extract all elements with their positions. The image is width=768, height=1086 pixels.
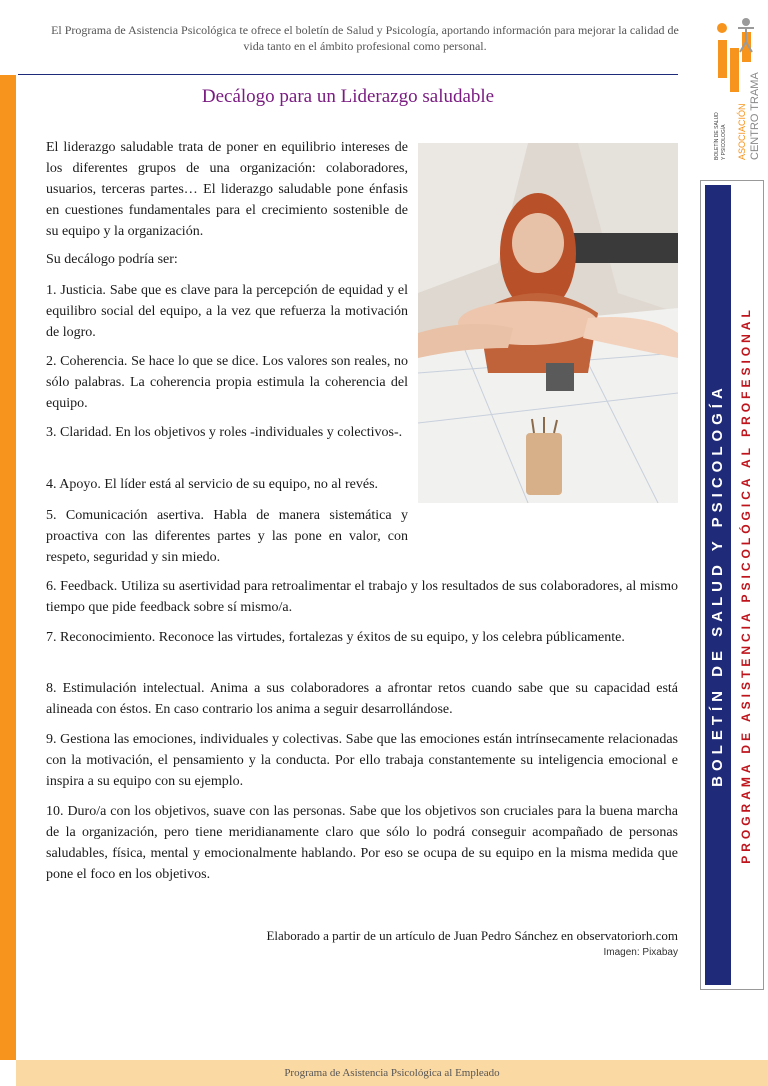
article-source-credit: Elaborado a partir de un artículo de Juan Pedro Sánchez en observatoriorh.com — [266, 928, 678, 943]
list-item: 5. Comunicación asertiva. Habla de manera sistemática y proactiva con las diferentes partes y las pone en valor, con respeto, seguridad y sin miedo. — [46, 508, 408, 565]
team-hands-photo — [418, 143, 678, 503]
left-accent-bar — [0, 75, 16, 1060]
header-intro: El Programa de Asistencia Psicológica te ofrece el boletín de Salud y Psicología, aportando información para mejorar la calidad de vida tanto en el ámbito profesional como personal. — [51, 23, 679, 53]
page-footer: Programa de Asistencia Psicológica al Empleado — [16, 1060, 768, 1086]
list-item: 1. Justicia. Sabe que es clave para la percepción de equidad y el equilibro social del equipo, a la vez que refuerza la motivación de logro. — [46, 283, 408, 340]
logo-text-line2: Y PSICOLOGÍA — [721, 124, 727, 160]
list-item: 9. Gestiona las emociones, individuales y colectivas. Sabe que las emociones están intrínsecamente relacionadas con la motivación, el pensamiento y la conducta. Por ello trabaja constantemente su inteligencia emocional e inspira a su equipo con su ejemplo. — [46, 732, 678, 789]
list-item: 10. Duro/a con los objetivos, suave con las personas. Sabe que los objetivos son cruciales para la buena marcha de la organización, pero tiene meridianamente claro que sólo lo podrá conseguir acompañado de personas saludables, física, mental y emocionalmente hablando. Por eso se ocupa de su equipo en la misma medida que pone el foco en los objetivos. — [46, 804, 678, 882]
trama-logo — [698, 12, 766, 162]
logo-text-line1: BOLETÍN DE SALUD — [714, 112, 720, 160]
list-item: 4. Apoyo. El líder está al servicio de su equipo, no al revés. — [46, 477, 379, 492]
list-item: 7. Reconocimiento. Reconoce las virtudes, fortalezas y éxitos de su equipo, y los celebra públicamente. — [46, 630, 625, 645]
side-banner-subtitle-strip — [733, 185, 759, 985]
logo-text-line4: CENTRO TRAMA — [749, 72, 761, 160]
side-banner-subtitle: PROGRAMA DE ASISTENCIA PSICOLÓGICA AL PROFESIONAL — [739, 306, 753, 864]
side-banner — [700, 180, 764, 990]
image-credit: Imagen: Pixabay — [603, 947, 678, 958]
article-title: Decálogo para un Liderazgo saludable — [201, 86, 495, 107]
side-banner-title-strip — [705, 185, 731, 985]
list-item: 3. Claridad. En los objetivos y roles -individuales y colectivos-. — [46, 425, 403, 440]
list-item: 8. Estimulación intelectual. Anima a sus colaboradores a afrontar retos cuando sabe que su capacidad está alineada con éstos. En caso contrario los anima a seguir desarrollándose. — [46, 681, 678, 717]
decalogue-lead: Su decálogo podría ser: — [46, 252, 178, 267]
intro-paragraph: El liderazgo saludable trata de poner en equilibrio intereses de los diferentes grupos de una organización: colaboradores, usuarios, terceras partes… El liderazgo saludable pone énfasis en cuestiones fundamentales para el crecimiento sostenible de su equipo y la organización. — [46, 140, 408, 239]
logo-text-line3: ASOCIACIÓN — [737, 103, 747, 160]
list-item: 2. Coherencia. Se hace lo que se dice. Los valores son reales, no sólo palabras. La coherencia propia estimula la coherencia del equipo. — [46, 354, 408, 411]
header-divider — [18, 74, 678, 75]
list-item: 6. Feedback. Utiliza su asertividad para retroalimentar el trabajo y los resultados de sus colaboradores, al mismo tiempo que pide feedback sobre sí mismo/a. — [46, 579, 678, 615]
side-banner-title: BOLETÍN DE SALUD Y PSICOLOGÍA — [709, 383, 726, 787]
